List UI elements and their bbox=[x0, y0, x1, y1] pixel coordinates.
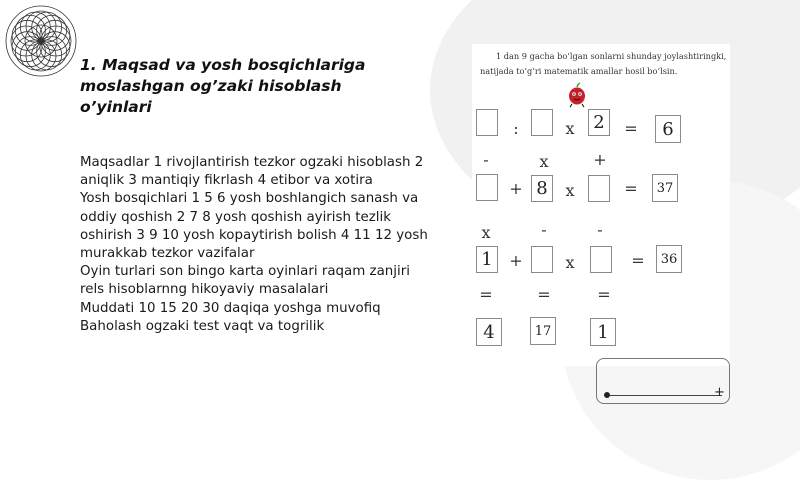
cell-r3-b bbox=[531, 246, 553, 273]
slide-title: 1. Maqsad va yosh bosqichlariga moslashgan og’zaki hisoblash o’yinlari bbox=[80, 56, 366, 116]
paragraph-goals: Maqsadlar 1 rivojlantirish tezkor ogzaki hisoblash 2 aniqlik 3 mantiqiy fikrlash 4 etibor va xotira bbox=[80, 155, 424, 189]
paragraph-duration: Muddati 10 15 20 30 daqiqa yoshga muvofiq bbox=[80, 300, 381, 316]
operator: x bbox=[539, 152, 549, 171]
operator: = bbox=[624, 119, 638, 138]
cell-bottom-3: 1 bbox=[590, 318, 616, 346]
cell-r2-c bbox=[588, 175, 610, 202]
operator: x bbox=[565, 181, 575, 200]
slider-track bbox=[606, 395, 722, 396]
cell-bottom-2: 17 bbox=[530, 317, 556, 345]
paragraph-assessment: Baholash ogzaki test vaqt va togrilik bbox=[80, 318, 325, 334]
operator: - bbox=[483, 150, 489, 169]
cell-r1-b bbox=[531, 109, 553, 136]
cell-r3-result: 36 bbox=[656, 245, 682, 273]
operator: - bbox=[597, 220, 603, 239]
operator: = bbox=[631, 251, 645, 270]
cell-r1-a bbox=[476, 109, 498, 136]
paragraph-game-types: Oyin turlari son bingo karta oyinlari raqam zanjiri rels hisoblarnng hikoyaviy masalalari bbox=[80, 264, 410, 298]
cell-bottom-1: 4 bbox=[476, 318, 502, 346]
cell-r1-c: 2 bbox=[588, 109, 610, 136]
operator: + bbox=[593, 150, 607, 169]
worksheet-instruction: natijada to’g’ri matematik amallar hosil bo’lsin. bbox=[480, 66, 678, 76]
slide-body bbox=[80, 154, 435, 336]
operator: x bbox=[481, 223, 491, 242]
cell-r3-c bbox=[590, 246, 612, 273]
slider-handle-icon[interactable] bbox=[604, 392, 610, 398]
math-puzzle-worksheet bbox=[472, 44, 730, 366]
operator: = bbox=[537, 285, 551, 304]
operator: x bbox=[565, 119, 575, 138]
decorative-frame bbox=[596, 358, 730, 404]
cell-r3-a: 1 bbox=[476, 246, 498, 273]
operator: x bbox=[565, 253, 575, 272]
operator: - bbox=[541, 220, 547, 239]
cell-r1-result: 6 bbox=[655, 115, 681, 143]
spirograph-logo-icon bbox=[4, 4, 78, 78]
operator: + bbox=[509, 251, 523, 270]
operator: + bbox=[509, 179, 523, 198]
cell-r2-b: 8 bbox=[531, 175, 553, 202]
paragraph-age-stages: Yosh bosqichlari 1 5 6 yosh boshlangich sanash va oddiy qoshish 2 7 8 yosh qoshish ayirish tezlik oshirish 3 9 10 yosh kopaytirish bolish 4 11 12 yosh murakkab tezkor vazifalar bbox=[80, 191, 428, 262]
operator: : bbox=[513, 119, 519, 138]
apple-mascot-icon bbox=[566, 82, 588, 108]
operator: = bbox=[597, 285, 611, 304]
cell-r2-a bbox=[476, 174, 498, 201]
operator: = bbox=[479, 285, 493, 304]
plus-icon: + bbox=[714, 385, 725, 400]
worksheet-instruction: 1 dan 9 gacha bo’lgan sonlarni shunday joylashtiringki, bbox=[496, 51, 727, 61]
operator: = bbox=[624, 179, 638, 198]
cell-r2-result: 37 bbox=[652, 174, 678, 202]
